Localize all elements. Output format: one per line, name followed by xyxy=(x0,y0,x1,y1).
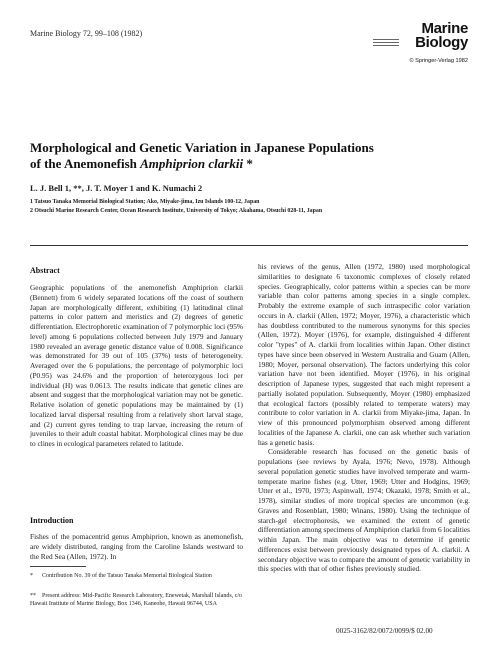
logo-word-biology: Biology xyxy=(415,34,468,51)
footnote-1: * Contribution No. 39 of the Tatsuo Tanaka Memorial Biological Station xyxy=(30,573,212,579)
journal-logo xyxy=(373,22,468,74)
title-line-1: Morphological and Genetic Variation in Japanese Populations xyxy=(30,140,374,155)
logo-copyright: © Springer-Verlag 1982 xyxy=(409,58,468,64)
introduction-heading: Introduction xyxy=(30,516,74,525)
title-line-2: of the Anemonefish Amphiprion clarkii * xyxy=(30,155,253,171)
abstract-text: Geographic populations of the anemonefish Amphiprion clarkii (Bennett) from 6 widely separated locations off the coast of southern Japan are morphologically different, exhibiting (1) latitudinal clinal patterns in color pattern and meristics and (2) degrees of genetic differentiation. Electrophoretic examination of 7 polymorphic loci (95% level) among 6 populations collected between July 1979 and January 1980 revealed an average genetic distance value of 0.008. Significance was demonstrated for 39 out of 105 (37%) tests of heterogeneity. Averaged over the 6 populations, the percentage of polymorphic loci (P0.95) was 24.6% and the proportion of heterozygous loci per individual (H) was 0.0613. The results indicate that genetic clines are absent and suggest that the morphological variation may not be genetic. Relative isolation of genetic populations may be maintained by (1) localized larval dispersal resulting from a relatively short larval stage, and (2) current gyres tending to trap larvae, increasing the return of juveniles to their adult coastal habitat. Morphological clines may be due to clines in ecological parameters related to latitude. xyxy=(30,283,243,448)
logo-decoration xyxy=(373,39,399,48)
logo-word-marine: Marine xyxy=(421,20,468,37)
issn-code: 0025-3162/82/0072/0099/$ 02.00 xyxy=(336,627,433,635)
footnote-2: ** Present address: Mid-Pacific Research Laboratory, Enewetak, Marshall Islands, c/o Hawaii Institute of Marine Biology, Box 1346, Kaneohe, Hawaii 96744, USA xyxy=(30,593,243,607)
right-column-text xyxy=(258,262,470,574)
affiliation-1: 1 Tatsuo Tanaka Memorial Biological Station; Ako, Miyake-jima, Izu Islands 100-12, Japan xyxy=(30,199,260,205)
header-divider xyxy=(30,245,468,246)
abstract-heading: Abstract xyxy=(30,266,60,275)
title-species: Amphiprion clarkii xyxy=(140,155,244,171)
author-list: L. J. Bell 1, **, J. T. Moyer 1 and K. Numachi 2 xyxy=(30,183,203,193)
journal-citation: Marine Biology 72, 99–108 (1982) xyxy=(30,29,143,38)
introduction-text: Fishes of the pomacentrid genus Amphiprion, known as anemonefish, are widely distributed, ranging from the Caroline Islands westward to the Red Sea (Allen, 1972). In xyxy=(30,532,243,561)
paragraph-1: his reviews of the genus, Allen (1972, 1980) used morphological similarities to designate 6 taxonomic complexes of closely related species. Geographically, color patterns within a species can be more variable than color patterns among species in a single complex. Probably the extreme example of such intraspecific color variation occurs in A. clarkii (Allen, 1972; Moyer, 1976), a characteristic which has doubtless contributed to the numerous synonyms for this species (Allen, 1972). Moyer (1976), for example, distinguished 4 different color "types" of A. clarkii from localities within Japan. Other distinct types have since been observed in Western Australia and Guam (Allen, 1980; Moyer, personal observation). The factors underlying this color variation have not been identified. Moyer (1976), in his original description of Japanese types, suggested that each might represent a partially isolated population. Subsequently, Moyer (1980) emphasized that ecological factors (possibly related to temperate waters) may contribute to color variation in A. clarkii from Miyake-jima, Japan. In view of this pronounced polymorphism observed among different localities of the Japanese A. clarkii, one can ask whether such variation has a genetic basis. xyxy=(258,262,470,447)
article-title xyxy=(30,140,470,171)
paragraph-2: Considerable research has focused on the genetic basis of populations (see reviews by Ayala, 1976; Nevo, 1978). Although several population genetic studies have involved temperate and warm-temperate marine fishes (e.g. Utter, 1969; Utter and Hodgins, 1969; Utter et al., 1970, 1973; Aspinwall, 1974; Okazaki, 1978; Smith et al., 1978), similar studies of more tropical species are uncommon (e.g. Graves and Rosenblatt, 1980; Winans, 1980). Using the technique of starch-gel electrophoresis, we examined the extent of genetic differentiation among specimens of Amphiprion clarkii from 6 localities within Japan. The main objective was to determine if genetic differences exist between previously designated types of A. clarkii. A secondary objective was to compare the amount of genetic variability in this species with that of other fishes previously studied. xyxy=(258,447,470,574)
footnote-divider xyxy=(30,566,86,567)
affiliation-2: 2 Otsuchi Marine Research Center, Ocean Research Institute, University of Tokyo; Akahama, Otsuchi 028-11, Japan xyxy=(30,208,323,214)
